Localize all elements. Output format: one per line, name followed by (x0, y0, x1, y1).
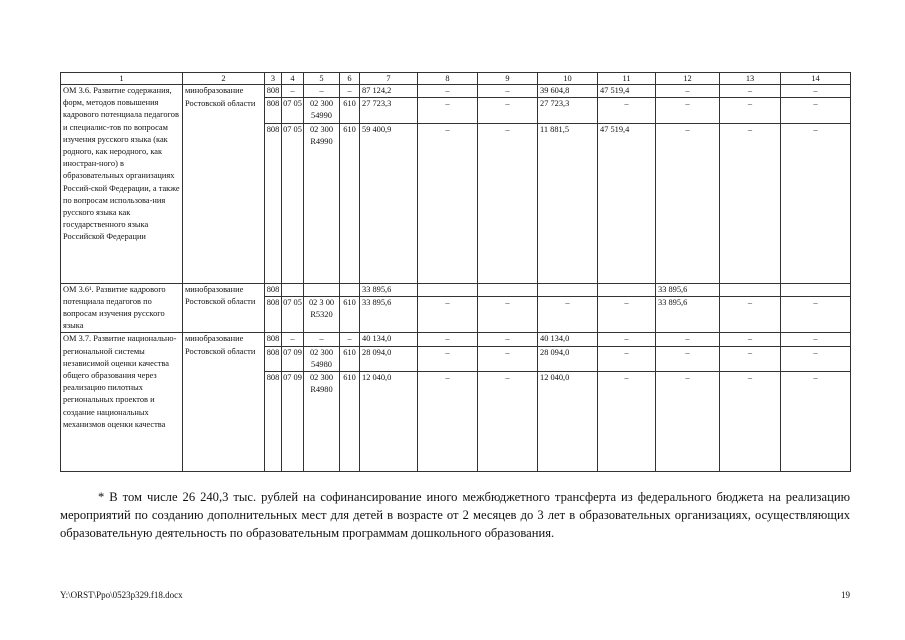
column-header: 14 (781, 73, 851, 85)
data-cell: – (720, 296, 781, 332)
data-cell: 40 134,0 (538, 333, 598, 346)
data-cell (282, 283, 304, 296)
data-cell: 28 094,0 (360, 346, 418, 371)
data-cell: 11 881,5 (538, 123, 598, 283)
data-cell: – (282, 333, 304, 346)
table-row (61, 85, 851, 98)
data-cell: 59 400,9 (360, 123, 418, 283)
data-cell: – (656, 333, 720, 346)
data-cell: 07 05 (282, 296, 304, 332)
file-path: Y:\ORST\Ppo\0523p329.f18.docx (60, 590, 183, 600)
data-cell: – (781, 372, 851, 472)
budget-table (60, 72, 851, 472)
data-cell: 33 895,6 (360, 296, 418, 332)
data-cell: 610 (340, 372, 360, 472)
executor-cell: минобразование (183, 283, 265, 296)
column-header: 1 (61, 73, 183, 85)
page-number: 19 (841, 590, 850, 600)
data-cell: – (478, 123, 538, 283)
data-cell: 610 (340, 123, 360, 283)
column-header: 11 (598, 73, 656, 85)
data-cell: – (478, 98, 538, 123)
data-cell: – (656, 346, 720, 371)
executor-cell: Ростовской области (183, 98, 265, 123)
data-cell: 33 895,6 (656, 283, 720, 296)
data-cell: 02 300 54980 (304, 346, 340, 371)
data-cell: 808 (265, 346, 282, 371)
data-cell: – (720, 333, 781, 346)
data-cell: – (478, 346, 538, 371)
data-cell: 610 (340, 296, 360, 332)
data-cell: – (656, 372, 720, 472)
data-cell: 808 (265, 372, 282, 472)
data-cell (781, 283, 851, 296)
data-cell: 610 (340, 98, 360, 123)
data-cell: – (720, 346, 781, 371)
data-cell: – (282, 85, 304, 98)
data-cell: 07 05 (282, 98, 304, 123)
data-cell: 07 09 (282, 372, 304, 472)
data-cell: 07 09 (282, 346, 304, 371)
column-header: 7 (360, 73, 418, 85)
data-cell: 47 519,4 (598, 85, 656, 98)
data-cell: – (418, 98, 478, 123)
executor-cell: Ростовской области (183, 296, 265, 332)
data-cell (598, 283, 656, 296)
data-cell: 27 723,3 (360, 98, 418, 123)
data-cell: 808 (265, 85, 282, 98)
measure-name: ОМ 3.6¹. Развитие кадрового потенциала педагогов по вопросам изучения русского языка (61, 283, 183, 333)
data-cell: – (478, 333, 538, 346)
executor-cell: Ростовской области (183, 346, 265, 371)
data-cell (418, 283, 478, 296)
data-cell: 12 040,0 (538, 372, 598, 472)
data-cell: 28 094,0 (538, 346, 598, 371)
data-cell (478, 283, 538, 296)
data-cell (340, 283, 360, 296)
data-cell: – (656, 98, 720, 123)
data-cell: 47 519,4 (598, 123, 656, 283)
data-cell: – (304, 85, 340, 98)
data-cell: 07 05 (282, 123, 304, 283)
column-header: 3 (265, 73, 282, 85)
data-cell: – (478, 372, 538, 472)
column-header: 4 (282, 73, 304, 85)
data-cell: – (538, 296, 598, 332)
table-row (61, 283, 851, 296)
data-cell: – (720, 98, 781, 123)
data-cell: – (720, 372, 781, 472)
executor-cell: минобразование (183, 333, 265, 346)
data-cell (720, 283, 781, 296)
data-cell: 808 (265, 98, 282, 123)
data-cell: 02 300 54990 (304, 98, 340, 123)
data-cell: 33 895,6 (360, 283, 418, 296)
data-cell: – (418, 85, 478, 98)
data-cell: – (781, 296, 851, 332)
column-header: 5 (304, 73, 340, 85)
data-cell: – (418, 372, 478, 472)
data-cell: – (656, 123, 720, 283)
data-cell: – (598, 296, 656, 332)
data-cell: 87 124,2 (360, 85, 418, 98)
column-header: 2 (183, 73, 265, 85)
data-cell: 808 (265, 296, 282, 332)
table-row (61, 333, 851, 346)
data-cell: – (720, 85, 781, 98)
data-cell: – (781, 123, 851, 283)
table-header-row (61, 73, 851, 85)
data-cell: – (418, 123, 478, 283)
executor-cell (183, 123, 265, 283)
column-header: 9 (478, 73, 538, 85)
data-cell: 12 040,0 (360, 372, 418, 472)
executor-cell: минобразование (183, 85, 265, 98)
data-cell: – (598, 346, 656, 371)
data-cell: – (598, 372, 656, 472)
column-header: 10 (538, 73, 598, 85)
data-cell: 02 300 R4980 (304, 372, 340, 472)
data-cell: – (418, 333, 478, 346)
data-cell: – (598, 333, 656, 346)
data-cell: – (340, 85, 360, 98)
data-cell: – (340, 333, 360, 346)
measure-name: ОМ 3.6. Развитие содержания, форм, методов повышения кадрового потенциала педагогов и специалис-тов по вопросам изучения русского языка (как родного, как неродного, как иностран-ного) в образовательных организациях Россий-ской Федерации, а также по вопросам использова-ния русского языка как государственного языка Российской Федерации (61, 85, 183, 284)
data-cell: – (304, 333, 340, 346)
executor-cell (183, 372, 265, 472)
data-cell: 02 300 R4990 (304, 123, 340, 283)
data-cell: 808 (265, 123, 282, 283)
data-cell: – (781, 346, 851, 371)
measure-name: ОМ 3.7. Развитие национально-региональной системы независимой оценки качества общего образования через реализацию пилотных региональных проектов и создание национальных механизмов оценки качества (61, 333, 183, 472)
data-cell: 02 3 00 R5320 (304, 296, 340, 332)
data-cell: 610 (340, 346, 360, 371)
data-cell: 39 604,8 (538, 85, 598, 98)
data-cell: 33 895,6 (656, 296, 720, 332)
column-header: 13 (720, 73, 781, 85)
data-cell: – (781, 333, 851, 346)
column-header: 12 (656, 73, 720, 85)
data-cell: – (478, 296, 538, 332)
data-cell (304, 283, 340, 296)
data-cell: – (418, 296, 478, 332)
data-cell: – (720, 123, 781, 283)
data-cell: – (598, 98, 656, 123)
footnote: * В том числе 26 240,3 тыс. рублей на софинансирование иного межбюджетного трансферта из федерального бюджета на реализацию мероприятий по созданию дополнительных мест для детей в возрасте от 2 месяцев до 3 лет в образовательных организациях, осуществляющих образовательную деятельность по образовательным программам дошкольного образования. (60, 490, 850, 540)
data-cell: – (781, 85, 851, 98)
data-cell: 27 723,3 (538, 98, 598, 123)
data-cell (538, 283, 598, 296)
column-header: 8 (418, 73, 478, 85)
data-cell: 808 (265, 333, 282, 346)
data-cell: – (478, 85, 538, 98)
data-cell: – (418, 346, 478, 371)
column-header: 6 (340, 73, 360, 85)
data-cell: 40 134,0 (360, 333, 418, 346)
data-cell: 808 (265, 283, 282, 296)
data-cell: – (656, 85, 720, 98)
data-cell: – (781, 98, 851, 123)
